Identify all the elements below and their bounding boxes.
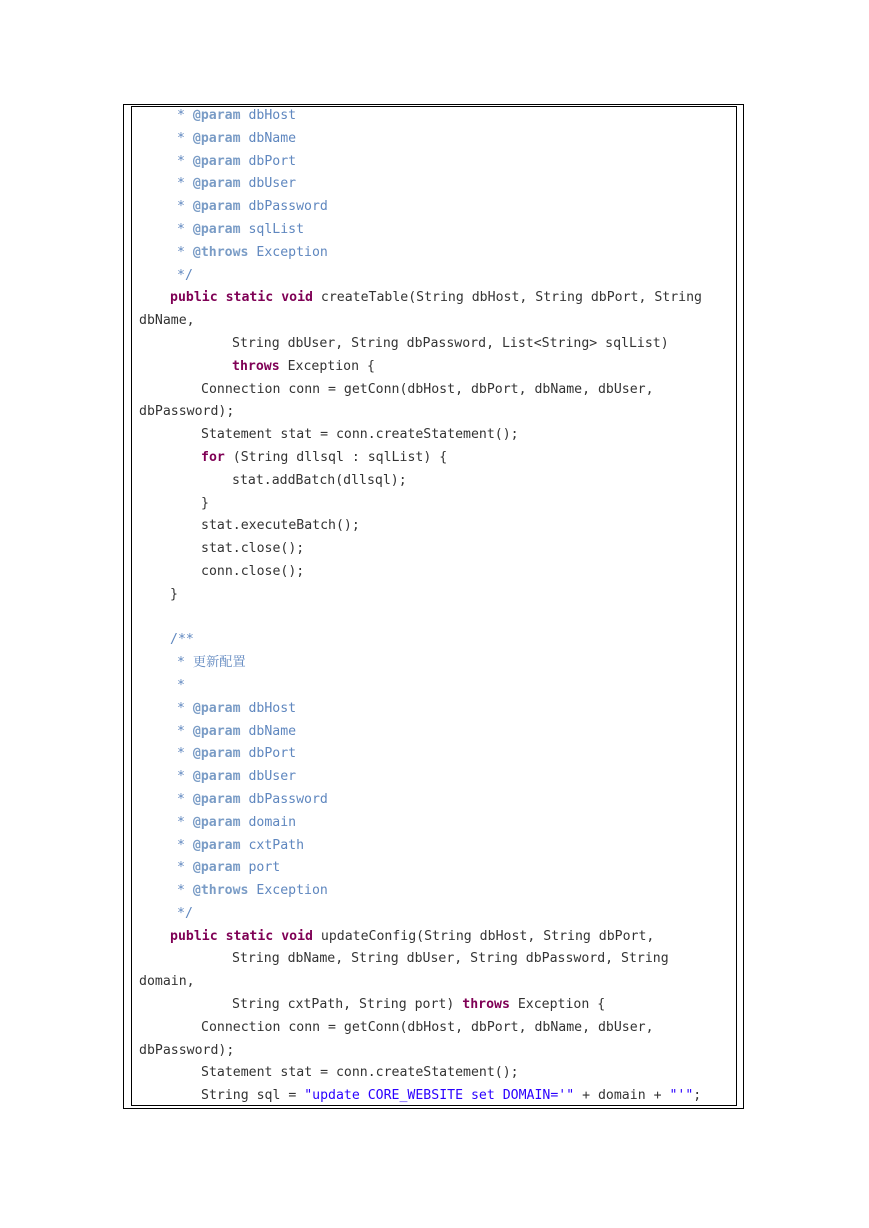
code-keyword: static: [225, 928, 274, 944]
code-line: [139, 356, 735, 379]
code-keyword: static: [225, 290, 274, 306]
code-text: [273, 290, 281, 305]
code-keyword: public: [170, 290, 218, 306]
code-comment: dbPort: [240, 153, 297, 169]
code-comment: *: [177, 769, 193, 785]
code-text: Connection conn = getConn(dbHost, dbPort, dbName, dbUser,: [201, 1019, 654, 1035]
code-comment: port: [240, 860, 281, 876]
code-doc-tag: @param: [192, 791, 241, 807]
code-text: [218, 929, 226, 944]
code-comment: *: [177, 199, 193, 215]
code-comment: *: [177, 221, 193, 237]
code-comment: *: [177, 130, 193, 146]
code-line: [139, 447, 735, 470]
code-line: [139, 515, 735, 538]
code-comment: dbPort: [240, 746, 297, 762]
code-line: [139, 766, 735, 789]
code-comment: dbUser: [240, 769, 297, 785]
code-line: [139, 105, 735, 128]
code-text: updateConfig(String dbHost, String dbPort,: [312, 928, 655, 944]
code-keyword: void: [281, 928, 313, 944]
code-comment: *: [177, 176, 193, 192]
code-keyword: throws: [232, 358, 280, 374]
code-text: stat.close();: [201, 541, 305, 557]
code-comment: sqlList: [240, 221, 305, 237]
code-comment: *: [177, 883, 193, 899]
code-text: dbPassword);: [139, 1042, 235, 1058]
code-doc-tag: @param: [192, 746, 241, 762]
code-comment: *: [177, 723, 193, 739]
code-line: [139, 857, 735, 880]
code-text: dbPassword);: [139, 404, 235, 420]
code-doc-tag: @param: [192, 108, 241, 123]
code-line: [139, 333, 735, 356]
code-doc-tag: @param: [192, 837, 241, 853]
code-line: [139, 812, 735, 835]
code-line: [139, 835, 735, 858]
code-line: [139, 424, 735, 447]
code-text: String dbName, String dbUser, String dbPassword, String: [232, 951, 669, 967]
code-string: "'": [669, 1088, 694, 1104]
code-line: [139, 401, 735, 424]
code-line: [139, 219, 735, 242]
code-doc-tag: @throws: [192, 244, 249, 260]
code-text: [273, 929, 281, 944]
code-keyword: void: [281, 290, 313, 306]
code-text: }: [170, 586, 178, 602]
code-line: [139, 1085, 735, 1108]
code-line: [139, 971, 735, 994]
code-comment: dbHost: [240, 108, 297, 123]
code-line: [139, 561, 735, 584]
code-line: [139, 743, 735, 766]
code-text: stat.executeBatch();: [201, 518, 360, 534]
code-comment: *: [177, 860, 193, 876]
code-doc-tag: @param: [192, 130, 241, 146]
code-line: [139, 698, 735, 721]
code-doc-tag: @param: [192, 700, 241, 716]
code-line: [139, 287, 735, 310]
code-comment: domain: [240, 814, 297, 830]
code-comment: *: [177, 244, 193, 260]
code-doc-tag: @throws: [192, 883, 249, 899]
code-line: [139, 470, 735, 493]
code-line: [139, 721, 735, 744]
code-keyword: public: [170, 928, 218, 944]
code-comment: *: [177, 153, 193, 169]
code-text: Statement stat = conn.createStatement();: [201, 1065, 519, 1081]
code-keyword: for: [201, 449, 225, 465]
code-line: [139, 880, 735, 903]
code-comment: Exception: [248, 883, 328, 899]
code-doc-tag: @param: [192, 723, 241, 739]
code-text: + domain +: [574, 1088, 670, 1104]
code-line: [139, 675, 735, 698]
code-comment: dbPassword: [240, 791, 328, 807]
code-line: [139, 607, 735, 630]
code-line: [139, 128, 735, 151]
code-comment: dbPassword: [240, 199, 328, 215]
code-text: Connection conn = getConn(dbHost, dbPort, dbName, dbUser,: [201, 381, 654, 397]
code-line: [139, 903, 735, 926]
code-text: String sql =: [201, 1088, 305, 1104]
code-line: [139, 310, 735, 333]
code-comment: *: [177, 108, 193, 123]
code-comment: *: [177, 677, 185, 693]
code-text: stat.addBatch(dllsql);: [232, 472, 407, 488]
code-text: createTable(String dbHost, String dbPort, String: [312, 290, 702, 306]
code-doc-tag: @param: [192, 814, 241, 830]
code-doc-tag: @param: [192, 199, 241, 215]
code-text: dbName,: [139, 313, 195, 329]
code-comment: dbName: [240, 723, 297, 739]
code-comment: *: [177, 791, 193, 807]
code-comment: dbHost: [240, 700, 297, 716]
code-comment: dbUser: [240, 176, 297, 192]
code-comment: * 更新配置: [177, 655, 246, 671]
code-text: String dbUser, String dbPassword, List<String> sqlList): [232, 335, 669, 351]
code-line: [139, 1040, 735, 1063]
code-comment: Exception: [248, 244, 328, 260]
code-text: }: [201, 495, 209, 511]
code-line: [139, 789, 735, 812]
code-comment: *: [177, 837, 193, 853]
code-comment: */: [177, 267, 193, 283]
code-line: [139, 948, 735, 971]
code-line: [139, 994, 735, 1017]
code-string: "update CORE_WEBSITE set DOMAIN='": [304, 1088, 575, 1104]
code-doc-tag: @param: [192, 860, 241, 876]
code-text: [218, 290, 226, 305]
code-keyword: throws: [462, 997, 510, 1013]
code-line: [139, 926, 735, 949]
code-line: [139, 151, 735, 174]
code-line: [139, 652, 735, 675]
code-block: [139, 105, 735, 1108]
code-line: [139, 265, 735, 288]
code-line: [139, 379, 735, 402]
code-text: String cxtPath, String port): [232, 997, 463, 1013]
code-line: [139, 584, 735, 607]
code-comment: *: [177, 700, 193, 716]
code-text: conn.close();: [201, 563, 305, 579]
code-line: [139, 242, 735, 265]
code-doc-tag: @param: [192, 221, 241, 237]
code-comment: /**: [170, 632, 194, 648]
code-line: [139, 1062, 735, 1085]
code-text: ;: [693, 1088, 702, 1104]
code-line: [139, 1017, 735, 1040]
code-comment: *: [177, 746, 193, 762]
code-line: [139, 196, 735, 219]
code-text: Exception {: [279, 358, 375, 374]
code-doc-tag: @param: [192, 769, 241, 785]
code-doc-tag: @param: [192, 176, 241, 192]
code-comment: cxtPath: [240, 837, 305, 853]
code-comment: dbName: [240, 130, 297, 146]
code-line: [139, 173, 735, 196]
code-text: Exception {: [509, 997, 606, 1013]
code-line: [139, 493, 735, 516]
code-line: [139, 538, 735, 561]
code-text: domain,: [139, 974, 195, 990]
code-line: [139, 629, 735, 652]
code-comment: *: [177, 814, 193, 830]
code-text: (String dllsql : sqlList) {: [224, 449, 448, 465]
code-comment: */: [177, 905, 193, 921]
code-doc-tag: @param: [192, 153, 241, 169]
code-text: Statement stat = conn.createStatement();: [201, 427, 519, 443]
